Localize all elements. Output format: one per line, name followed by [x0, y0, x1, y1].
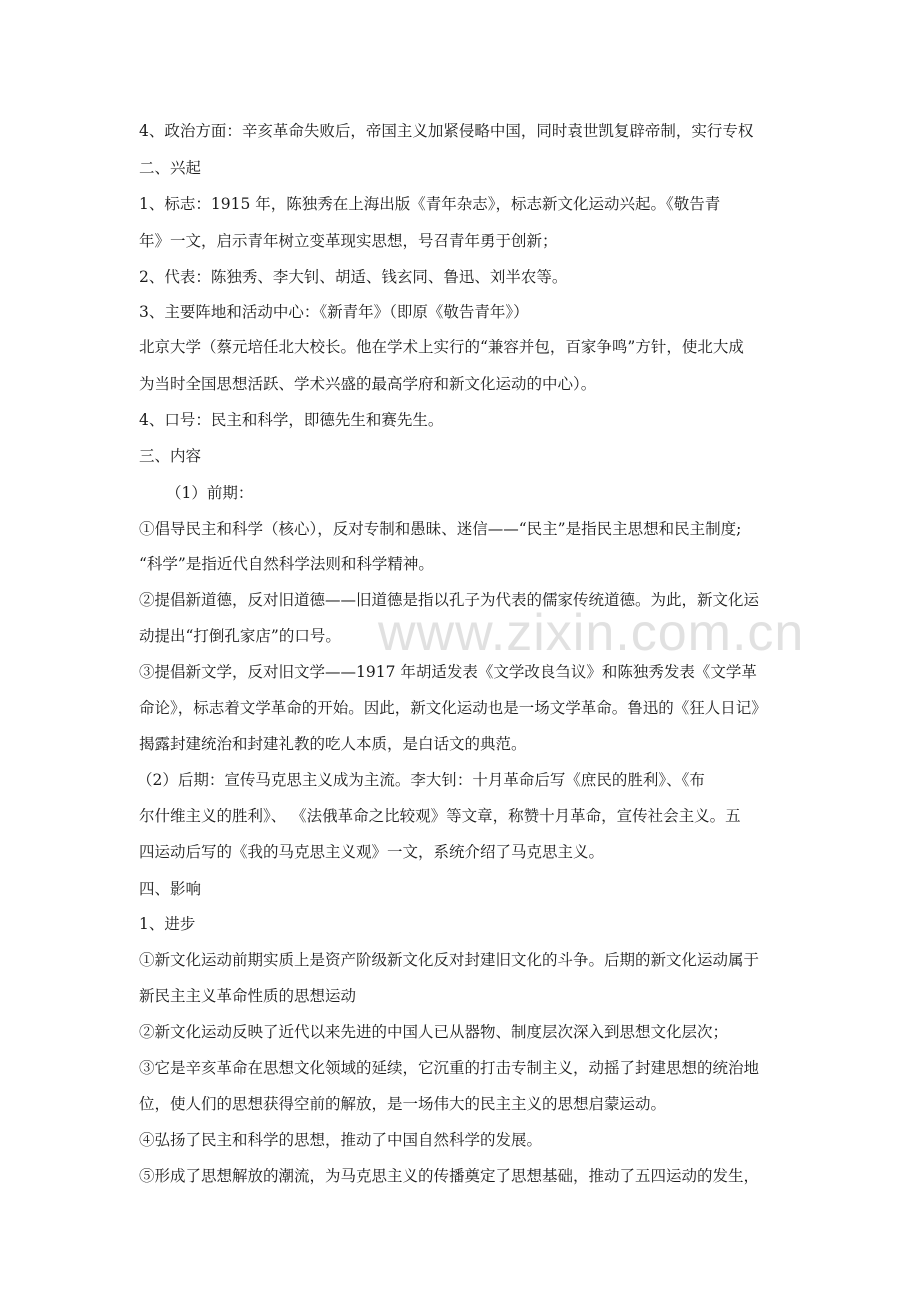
- text-line-effect-3-cont: 位，使人们的思想获得空前的解放，是一场伟大的民主主义的思想启蒙运动。: [139, 1095, 667, 1113]
- text-line-item-1: ①倡导民主和科学（核心），反对专制和愚昧、迷信——“民主”是指民主思想和民主制度;: [139, 520, 742, 538]
- heading-content: 三、内容: [139, 447, 202, 465]
- text-line-late-period-cont: 尔什维主义的胜利》、 《法俄革命之比较观》等文章，称赞十月革命，宣传社会主义。五: [139, 807, 741, 825]
- text-line-item-3-cont2: 揭露封建统治和封建礼教的吃人本质，是白话文的典范。: [139, 735, 527, 753]
- text-line-item-2: ②提倡新道德，反对旧道德——旧道德是指以孔子为代表的儒家传统道德。为此，新文化运: [139, 591, 760, 609]
- text-line-item-2-cont: 动提出“打倒孔家店”的口号。: [139, 627, 341, 645]
- text-line-peking-university-cont: 为当时全国思想活跃、学术兴盛的最高学府和新文化运动的中心）。: [139, 375, 597, 393]
- subheading-late-period: （2）后期：宣传马克思主义成为主流。李大钊：十月革命后写《庶民的胜利》、《布: [137, 771, 705, 789]
- text-line-late-period-cont2: 四运动后写的《我的马克思主义观》一文，系统介绍了马克思主义。: [139, 843, 605, 861]
- text-line-slogan: 4、口号：民主和科学，即德先生和赛先生。: [139, 411, 444, 429]
- text-line-peking-university: 北京大学（蔡元培任北大校长。他在学术上实行的“兼容并包，百家争鸣”方针，使北大成: [139, 338, 744, 356]
- text-line-effect-4: ④弘扬了民主和科学的思想，推动了中国自然科学的发展。: [139, 1131, 543, 1149]
- text-line-effect-1-cont: 新民主主义革命性质的思想运动: [139, 987, 357, 1005]
- text-line-item-3: ③提倡新文学，反对旧文学——1917 年胡适发表《文学改良刍议》和陈独秀发表《文学革: [139, 663, 757, 681]
- text-line-main-base: 3、主要阵地和活动中心：《新青年》（即原《敬告青年》）: [139, 303, 529, 321]
- text-line-item-1-cont: “科学”是指近代自然科学法则和科学精神。: [139, 555, 434, 573]
- heading-influence: 四、影响: [139, 880, 202, 898]
- text-line-representatives: 2、代表：陈独秀、李大钊、胡适、钱玄同、鲁迅、刘半农等。: [139, 268, 568, 286]
- text-line-sign: 1、标志：1915 年，陈独秀在上海出版《青年杂志》，标志新文化运动兴起。《敬告青: [139, 195, 721, 213]
- watermark: www.zixin.com.cn: [378, 604, 805, 662]
- text-line-effect-3: ③它是辛亥革命在思想文化领域的延续，它沉重的打击专制主义，动摇了封建思想的统治地: [139, 1059, 760, 1077]
- text-line-effect-5: ⑤形成了思想解放的潮流，为马克思主义的传播奠定了思想基础，推动了五四运动的发生，: [139, 1167, 760, 1185]
- text-line-item-3-cont: 命论》，标志着文学革命的开始。因此，新文化运动也是一场文学革命。鲁迅的《狂人日记》: [139, 699, 767, 717]
- text-line-sign-cont: 年》一文，启示青年树立变革现实思想，号召青年勇于创新；: [139, 232, 558, 250]
- text-line-effect-1: ①新文化运动前期实质上是资产阶级新文化反对封建旧文化的斗争。后期的新文化运动属于: [139, 951, 760, 969]
- text-line-effect-2: ②新文化运动反映了近代以来先进的中国人已从器物、制度层次深入到思想文化层次；: [139, 1023, 729, 1041]
- heading-rise: 二、兴起: [139, 159, 202, 177]
- text-line-political-aspect: 4、政治方面：辛亥革命失败后，帝国主义加紧侵略中国，同时袁世凯复辟帝制，实行专权: [139, 122, 754, 140]
- subheading-progress: 1、进步: [139, 915, 196, 933]
- subheading-early-period: （1）前期：: [166, 484, 254, 502]
